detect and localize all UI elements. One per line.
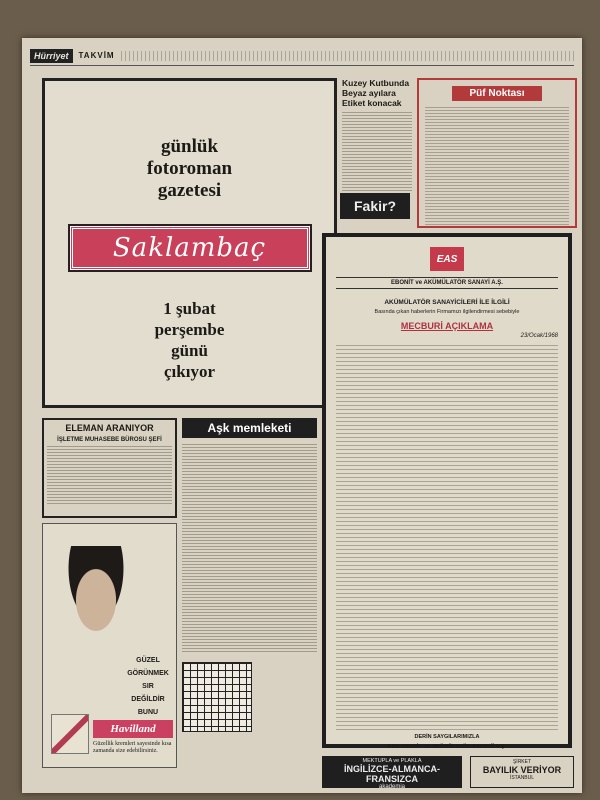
eas-date: 23/Ocak/1968 <box>520 333 558 339</box>
puf-noktasi-box <box>417 78 577 228</box>
ad-side-2: GÖRÜNMEK <box>127 670 169 677</box>
lang-main: İNGİLİZCE-ALMANCA-FRANSIZCA <box>344 764 440 784</box>
job-ad <box>42 418 177 518</box>
lang-top: MEKTUPLA ve PLAKLA <box>362 758 422 764</box>
article-headline: Kuzey Kutbunda Beyaz ayılara Etiket konacak <box>342 78 410 108</box>
language-course-ad <box>322 756 462 788</box>
bayi-main: BAYILIK VERİYOR <box>482 765 562 775</box>
havilland-ad <box>42 523 177 768</box>
puf-title: Püf Noktası <box>452 86 542 101</box>
eas-body <box>336 345 558 730</box>
eas-sign-2: EAS EBONİT VE AKÜMÜLATÖR SANAYİİ A.Ş. <box>387 744 507 750</box>
promo-brand: Saklambaç <box>112 233 267 263</box>
job-position: İŞLETME MUHASEBE BÜROSU ŞEFİ <box>57 437 162 443</box>
crossword-puzzle <box>182 662 252 732</box>
promo-date-2: perşembe <box>154 320 225 339</box>
masthead-logo: Hürriyet <box>30 49 73 63</box>
ask-title: Aşk memleketi <box>182 418 317 438</box>
masthead <box>30 46 574 66</box>
masthead-section: TAKVİM <box>78 51 115 60</box>
lang-brand: akademia <box>378 784 405 790</box>
fakir-box: Fakir? <box>340 193 410 219</box>
promo-date-1: 1 şubat <box>163 299 216 318</box>
ad-brand: Havilland <box>93 720 173 738</box>
job-title: ELEMAN ARANIYOR <box>65 423 154 433</box>
promo-line-2: fotoroman <box>146 158 233 179</box>
bayi-bottom: İSTANBUL <box>509 775 535 781</box>
eas-announcement <box>322 233 572 748</box>
ask-body <box>182 444 317 654</box>
cream-tubes-icon <box>51 714 89 754</box>
promo-date-text <box>45 298 334 382</box>
promo-banner <box>70 226 310 270</box>
ad-side-text <box>124 654 172 719</box>
ad-side-5: BUNU <box>137 709 159 716</box>
eas-to: AKÜMÜLATÖR SANAYİCİLERİ İLE İLGİLİ <box>384 299 510 306</box>
puf-body <box>425 107 569 225</box>
eas-heading: MECBURİ AÇIKLAMA <box>400 321 494 331</box>
saklambac-promo <box>42 78 337 408</box>
eas-company: EBONİT ve AKÜMÜLATÖR SANAYİ A.Ş. <box>336 277 558 289</box>
eas-logo: EAS <box>430 247 464 271</box>
promo-line-3: gazetesi <box>157 180 222 201</box>
job-body <box>47 446 172 506</box>
bayi-top: ŞİRKET <box>512 759 532 765</box>
ad-side-3: SIR <box>142 683 154 690</box>
ad-side-4: DEĞİLDİR <box>131 696 165 703</box>
promo-line-1: günlük <box>160 136 219 157</box>
newspaper-page <box>22 38 582 793</box>
ask-memleketi-column <box>182 418 317 758</box>
woman-portrait <box>61 546 131 636</box>
promo-top-text <box>45 136 334 202</box>
promo-date-4: çıkıyor <box>164 362 215 381</box>
article-body <box>342 112 412 192</box>
promo-date-3: günü <box>171 341 208 360</box>
eas-sub: Basında çıkan haberlerin Firmamızı ilgilendirmesi sebebiyle <box>374 309 520 315</box>
ad-copy: Güzellik kremleri sayesinde kısa zamanda size edebilirsiniz. <box>93 741 172 754</box>
eas-sign-1: DERİN SAYGILARIMIZLA <box>414 734 480 740</box>
dealership-ad <box>470 756 574 788</box>
ad-side-1: GÜZEL <box>136 657 160 664</box>
masthead-listing <box>121 51 574 61</box>
